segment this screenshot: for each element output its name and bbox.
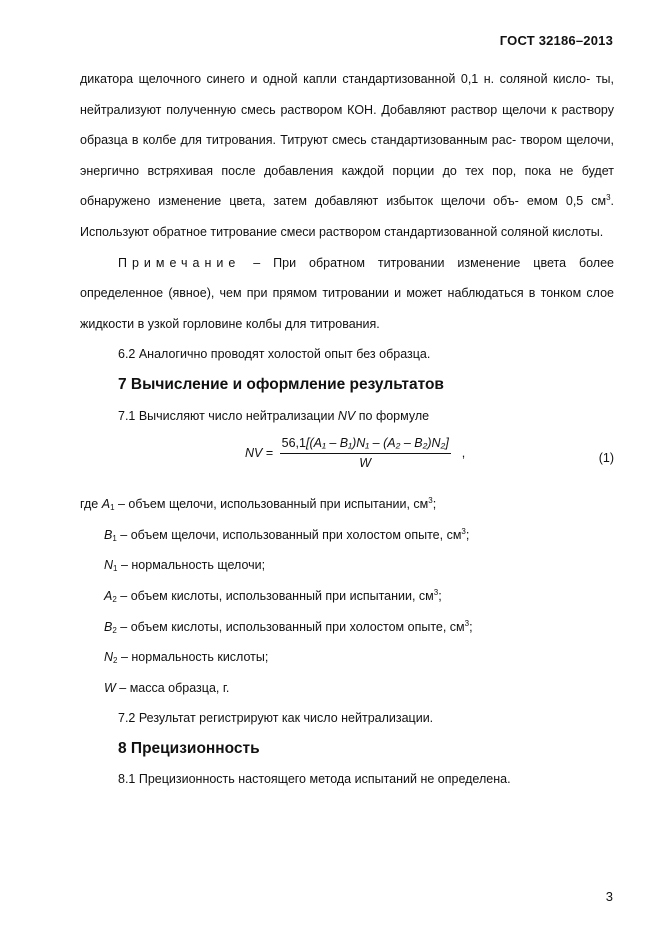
definition-item	[80, 581, 614, 612]
definitions-list	[80, 489, 614, 703]
paragraph-continued	[80, 64, 614, 248]
text-line: твором щелочи, энергично встряхивая после добавления каждой порции до тех пор,	[80, 133, 614, 178]
definition-superscript: 3	[464, 618, 470, 628]
note-dash: –	[240, 255, 274, 270]
definition-end: ;	[432, 497, 437, 512]
variable-nv: NV	[337, 408, 356, 423]
definition-text: – объем щелочи, использованный при испытании, см	[114, 497, 429, 512]
note-text: При обратном титровании изменение цвета более определенное (явное), чем при прямом титровании и может наблюдаться в тонком слое жидкости в узкой горловине колбы для титрования.	[80, 255, 614, 331]
formula-equals: =	[262, 446, 277, 461]
page-number: 3	[605, 889, 613, 904]
standard-code: ГОСТ 32186–2013	[499, 33, 613, 48]
definition-symbol: N	[104, 650, 114, 665]
definition-symbol: W	[104, 680, 116, 695]
definition-item	[80, 489, 614, 520]
definition-subscript: 2	[112, 625, 117, 635]
text-line: пока не будет обнаружено изменение цвета, затем добавляют избыток щелочи объ-	[80, 163, 614, 209]
paragraph-7-1-suffix: по формуле	[355, 408, 430, 423]
definition-symbol: A	[101, 497, 111, 512]
definition-symbol: B	[104, 527, 113, 542]
note-paragraph	[80, 248, 614, 340]
superscript: 3	[606, 193, 611, 203]
definition-prefix: где	[80, 497, 102, 512]
paragraph-7-2: 7.2 Результат регистрируют как число нейтрализации.	[118, 711, 434, 726]
text-line: дикатора щелочного синего и одной капли стандартизованной 0,1 н. соляной кисло-	[80, 72, 591, 86]
body-text	[80, 64, 614, 795]
text-line: . Используют обратное титрование смеси раствором стандартизованной	[80, 194, 615, 239]
definition-text: – масса образца, г.	[115, 680, 230, 695]
paragraph-7-1-text: 7.1 Вычисляют число нейтрализации	[118, 408, 338, 423]
definition-text: – объем щелочи, использованный при холостом опыте, см	[116, 527, 462, 542]
definition-end: ;	[465, 527, 470, 542]
definition-symbol: A	[104, 588, 113, 603]
definition-item	[80, 612, 614, 643]
definition-text: – объем кислоты, использованный при испытании, см	[116, 588, 434, 603]
formula-denominator: W	[359, 456, 372, 471]
text-line: ты, нейтрализуют полученную смесь раствором КОН. Добавляют раствор щелочи к	[80, 72, 614, 117]
paragraph-8-1: 8.1 Прецизионность настоящего метода испытаний не определена.	[118, 772, 511, 787]
definition-subscript: 1	[110, 503, 115, 513]
definition-subscript: 2	[113, 656, 118, 666]
definition-end: ;	[438, 588, 442, 603]
section-8-heading: 8 Прецизионность	[118, 739, 260, 757]
formula-lhs: NV	[245, 446, 263, 461]
text-line: емом 0,5 см	[526, 194, 607, 209]
formula	[245, 435, 465, 472]
definition-item	[80, 520, 614, 551]
definition-symbol: B	[104, 619, 113, 634]
paragraph-7-1	[80, 401, 614, 432]
note-label: Примечание	[118, 255, 241, 270]
formula-comma: ,	[461, 446, 466, 461]
formula-block	[80, 429, 614, 485]
formula-numerator-rest: [(A₁ – B₁)N₁ – (A₂ – B₂)N₂]	[305, 436, 449, 451]
paragraph-6-2: 6.2 Аналогично проводят холостой опыт без образца.	[118, 347, 431, 362]
definition-superscript: 3	[428, 496, 433, 506]
formula-coefficient: 56,1	[281, 436, 306, 451]
definition-symbol: N	[104, 558, 114, 573]
definition-subscript: 1	[112, 533, 117, 543]
section-7-heading: 7 Вычисление и оформление результатов	[118, 375, 444, 393]
definition-superscript: 3	[433, 587, 439, 597]
definition-text: – объем кислоты, использованный при холостом опыте, см	[116, 619, 465, 634]
definition-subscript: 2	[112, 594, 117, 604]
formula-fraction	[280, 435, 451, 472]
definition-subscript: 1	[113, 564, 118, 574]
definition-end: ;	[469, 619, 473, 634]
formula-numerator	[280, 435, 451, 454]
definition-text: – нормальность кислоты;	[117, 650, 269, 665]
definition-text: – нормальность щелочи;	[117, 558, 266, 573]
definition-item	[80, 642, 614, 673]
definition-item	[80, 673, 614, 704]
text-line: раствору образца в колбе для титрования. Титруют смесь стандартизованным рас-	[80, 102, 614, 148]
text-line: соляной кислоты.	[500, 224, 604, 239]
definition-item	[80, 550, 614, 581]
definition-superscript: 3	[461, 526, 466, 536]
equation-number: (1)	[598, 451, 614, 466]
